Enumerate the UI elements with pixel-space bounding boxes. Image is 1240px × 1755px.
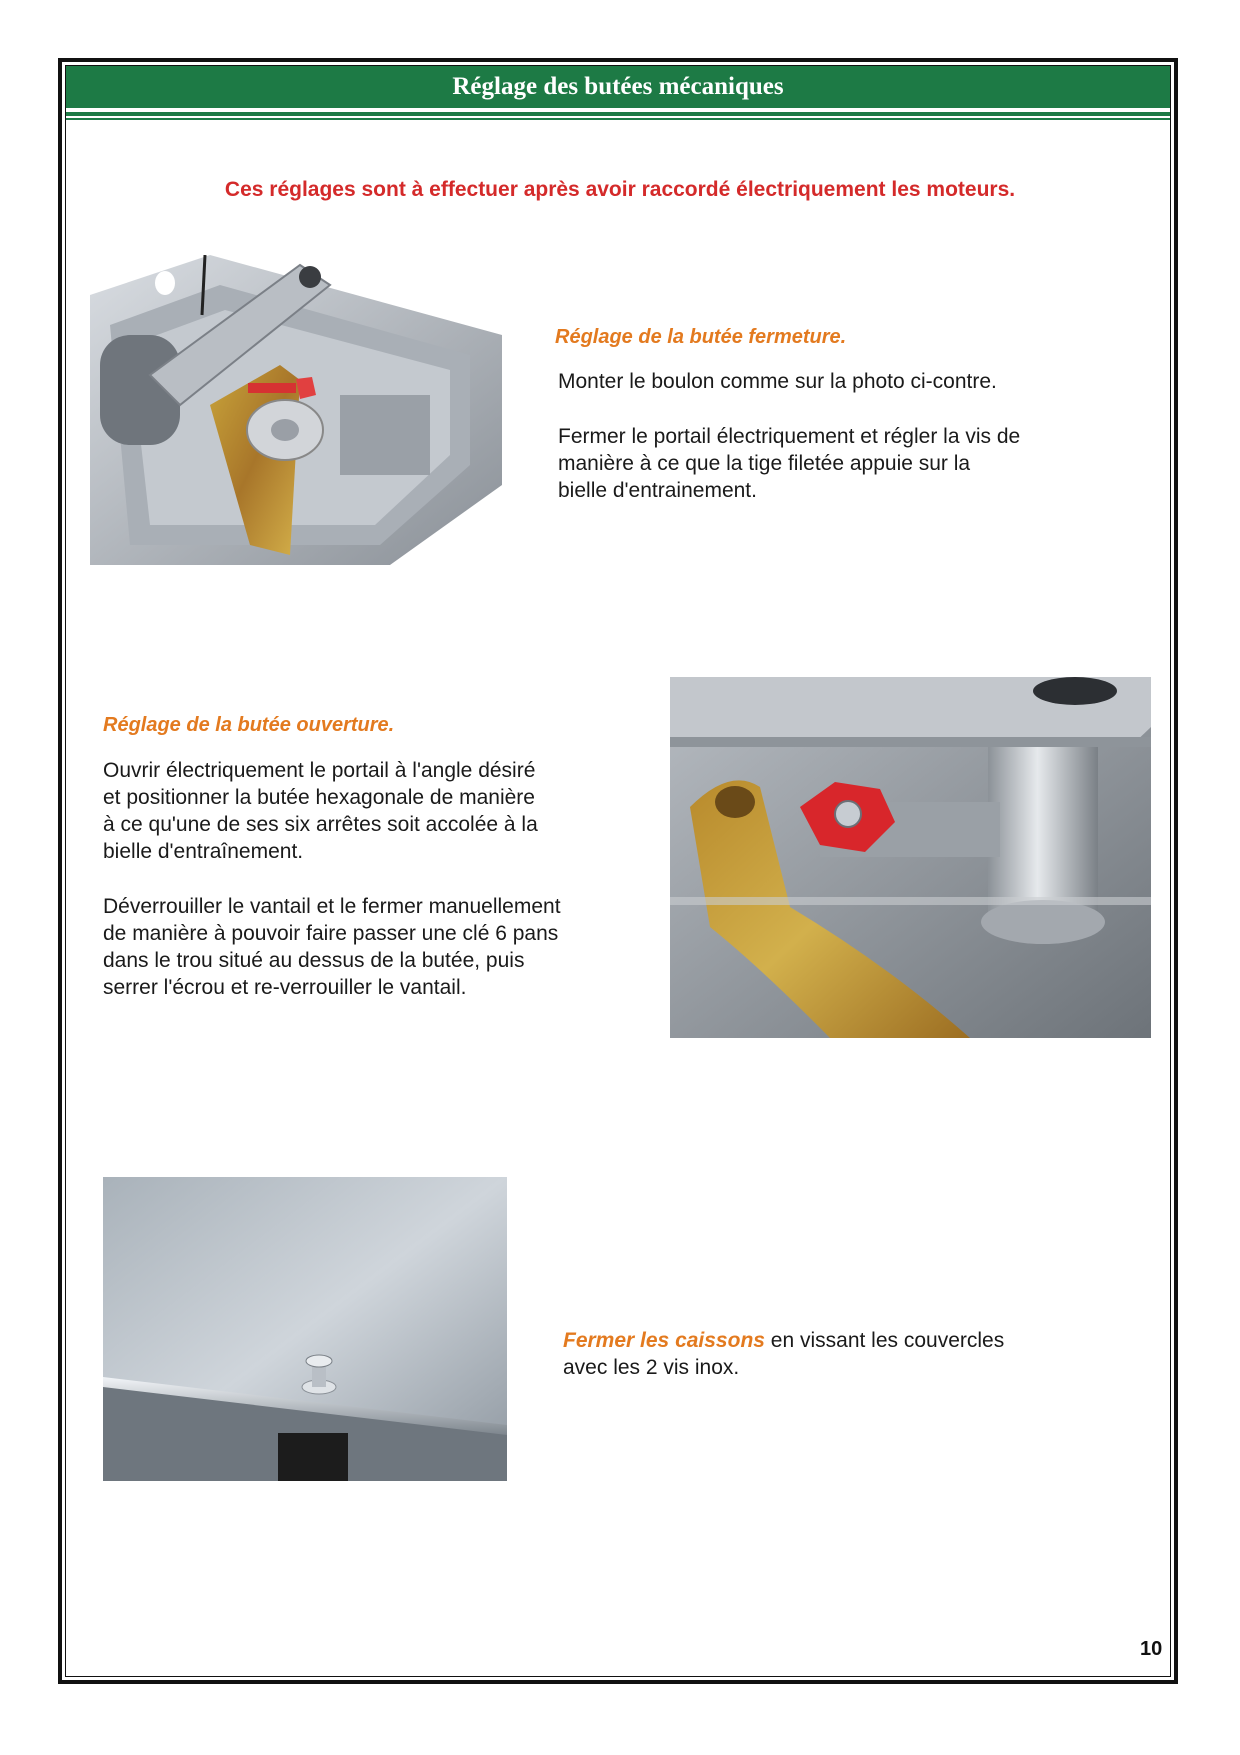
text-line: manière à ce que la tige filetée appuie sur la — [558, 452, 971, 475]
text-line: bielle d'entrainement. — [558, 479, 757, 502]
cover-heading: Fermer les caissons — [563, 1329, 765, 1352]
opening-paragraph-2 — [103, 893, 561, 1001]
heading-opening-stop: Réglage de la butée ouverture. — [103, 714, 395, 736]
closing-paragraph-1: Monter le boulon comme sur la photo ci-contre. — [558, 370, 997, 393]
text-line: dans le trou situé au dessus de la butée, puis — [103, 949, 525, 972]
warning-note: Ces réglages sont à effectuer après avoir raccordé électriquement les moteurs. — [224, 178, 1016, 201]
closing-paragraph-2 — [558, 423, 1020, 504]
text-line: avec les 2 vis inox. — [563, 1356, 740, 1379]
page-number: 10 — [1140, 1638, 1163, 1660]
text-line: en vissant les couvercles — [764, 1329, 1005, 1352]
photo-opening-stop — [670, 677, 1151, 1038]
text-line: Ouvrir électriquement le portail à l'angle désiré — [103, 759, 536, 782]
text-line: à ce qu'une de ses six arrêtes soit accolée à la — [103, 813, 538, 836]
text-line: Fermer le portail électriquement et régler la vis de — [558, 425, 1021, 448]
text-line: bielle d'entraînement. — [103, 840, 304, 863]
opening-paragraph-1 — [103, 757, 538, 865]
header-rule — [66, 112, 1170, 116]
text-line: et positionner la butée hexagonale de manière — [103, 786, 535, 809]
text-line: de manière à pouvoir faire passer une clé 6 pans — [103, 922, 559, 945]
photo-closing-stop — [90, 255, 502, 565]
text-line: Déverrouiller le vantail et le fermer manuellement — [103, 895, 561, 918]
heading-closing-stop: Réglage de la butée fermeture. — [555, 326, 847, 348]
page-title: Réglage des butées mécaniques — [452, 73, 784, 100]
photo-cover-screw — [103, 1177, 507, 1481]
header-rule-thin — [66, 118, 1170, 120]
cover-paragraph — [563, 1327, 1004, 1381]
text-line: serrer l'écrou et re-verrouiller le vantail. — [103, 976, 467, 999]
